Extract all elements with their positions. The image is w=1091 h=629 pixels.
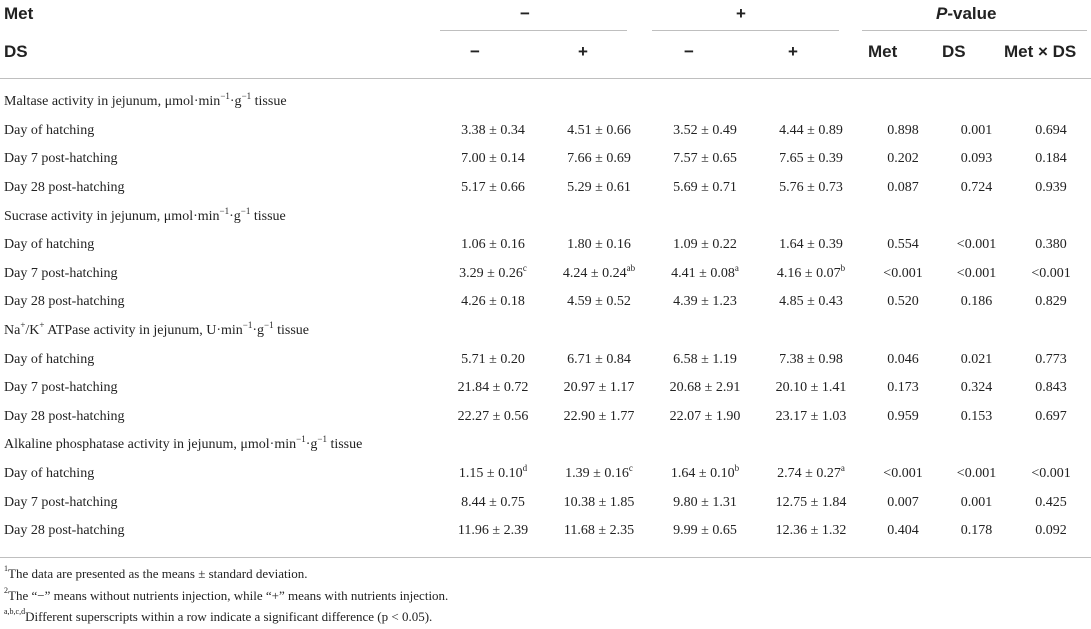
value-text: 22.90 ± 1.77 [563, 408, 635, 424]
value-text: 4.16 ± 0.07 [776, 265, 841, 281]
value-text: 21.84 ± 0.72 [457, 380, 529, 396]
pvalue-cell: 0.697 [1035, 408, 1067, 424]
pvalue-cell: 0.001 [960, 122, 993, 138]
pvalue-cell: 0.843 [1035, 380, 1067, 396]
section-title-superscript: −1 [317, 434, 327, 445]
value-text: 4.24 ± 0.24 [562, 265, 627, 281]
row-label: Day 7 post-hatching [4, 265, 118, 281]
value-text: 1.64 ± 0.10 [670, 466, 735, 482]
significance-superscript: c [522, 262, 527, 273]
value-cell [758, 260, 864, 289]
value-text: 4.26 ± 0.18 [461, 294, 525, 310]
value-text: 3.38 ± 0.34 [461, 122, 525, 138]
pvalue-cell: 0.694 [1035, 122, 1067, 138]
section-title-superscript: −1 [242, 320, 253, 331]
pvalue-cell: 0.829 [1035, 294, 1067, 310]
value-cell [652, 460, 758, 489]
value-cell [440, 260, 546, 289]
pvalue-cell: 0.178 [960, 523, 993, 539]
value-cell [758, 374, 864, 403]
value-text: 3.52 ± 0.49 [673, 122, 737, 138]
pvalue-cell: 0.093 [960, 151, 993, 167]
pvalue-cell: 0.092 [1035, 523, 1067, 539]
value-cell [440, 517, 546, 546]
footnote-1-text: The data are presented as the means ± standard deviation. [8, 566, 308, 581]
value-text: 23.17 ± 1.03 [775, 408, 847, 424]
section-title-superscript: + [20, 320, 26, 331]
table-row [0, 488, 1091, 517]
footnote-3 [4, 609, 432, 625]
value-text: 22.07 ± 1.90 [669, 408, 741, 424]
pvalue-cell: 0.087 [887, 180, 919, 196]
value-text: 9.99 ± 0.65 [673, 523, 737, 539]
row-label: Day 7 post-hatching [4, 151, 118, 167]
row-label: Day of hatching [4, 466, 95, 482]
value-cell [546, 174, 652, 203]
footnote-2-text: The “−” means without nutrients injection, while “+” means with nutrients injection. [8, 588, 449, 603]
row-label: Day 28 post-hatching [4, 523, 125, 539]
pvalue-cell: 0.380 [1035, 237, 1067, 253]
value-text: 7.65 ± 0.39 [779, 151, 843, 167]
value-cell [440, 145, 546, 174]
table-row [0, 403, 1091, 432]
value-text: 11.68 ± 2.35 [563, 523, 635, 539]
section-title-text: ·g [305, 437, 318, 453]
value-cell [546, 231, 652, 260]
value-cell [652, 345, 758, 374]
table-row [0, 460, 1091, 489]
pvalue-header [936, 4, 996, 24]
value-cell [758, 145, 864, 174]
pvalue-cell: <0.001 [956, 466, 997, 482]
row-label: Day 28 post-hatching [4, 294, 125, 310]
value-text: 3.29 ± 0.26 [459, 265, 523, 281]
value-text: 4.41 ± 0.08 [671, 265, 735, 281]
value-text: 11.96 ± 2.39 [457, 523, 529, 539]
value-text: 20.68 ± 2.91 [669, 380, 741, 396]
pvalue-cell: <0.001 [1031, 466, 1071, 482]
table-row [0, 517, 1091, 546]
section-title-text: ATPase activity in jejunum, U·min [44, 323, 243, 339]
value-cell [440, 403, 546, 432]
value-text: 1.09 ± 0.22 [673, 237, 737, 253]
pvalue-cell: 0.173 [887, 380, 919, 396]
section-title-superscript: −1 [241, 91, 252, 102]
value-cell [652, 288, 758, 317]
significance-superscript: d [522, 463, 528, 474]
value-cell [440, 460, 546, 489]
value-cell [652, 260, 758, 289]
pvalue-cell: <0.001 [956, 265, 997, 281]
section-title-superscript: −1 [240, 205, 251, 216]
value-cell [652, 517, 758, 546]
value-cell [758, 488, 864, 517]
value-cell [440, 488, 546, 517]
table-row [0, 117, 1091, 146]
table-row [0, 231, 1091, 260]
row-label: Day 28 post-hatching [4, 180, 125, 196]
pvalue-p: P [936, 4, 948, 23]
significance-superscript: c [628, 463, 633, 474]
significance-superscript: a [840, 463, 845, 474]
value-text: 6.71 ± 0.84 [567, 351, 631, 367]
value-text: 5.17 ± 0.66 [461, 180, 525, 196]
pvalue-cell: 0.724 [960, 180, 993, 196]
value-text: 1.64 ± 0.39 [779, 237, 843, 253]
pvalue-cell: 0.186 [960, 294, 993, 310]
value-cell [546, 260, 652, 289]
section-title-superscript: −1 [264, 320, 274, 331]
row-label: Day of hatching [4, 237, 95, 253]
pvalue-cell: 0.021 [960, 351, 993, 367]
value-text: 4.59 ± 0.52 [567, 294, 631, 310]
pvalue-cell: 0.001 [960, 494, 993, 510]
pvalue-rule [862, 30, 1087, 31]
pvalue-cell: <0.001 [1031, 265, 1071, 281]
footnote-3-mark: a,b,c,d [4, 607, 26, 616]
met-plus-header: + [736, 4, 746, 23]
section-title-text: Na [4, 323, 21, 339]
value-cell [758, 117, 864, 146]
value-cell [546, 374, 652, 403]
section-title-text: ·g [252, 323, 265, 339]
pvalue-cell: 0.425 [1035, 494, 1067, 510]
section-title-text: tissue [273, 323, 310, 339]
pvalue-cell: 0.184 [1035, 151, 1067, 167]
value-text: 4.39 ± 1.23 [673, 294, 737, 310]
section-title-text: ·g [229, 208, 241, 224]
section-title-text: ·g [229, 94, 242, 110]
value-text: 6.58 ± 1.19 [673, 351, 737, 367]
value-cell [546, 488, 652, 517]
section-title-text: tissue [251, 94, 287, 110]
value-text: 12.36 ± 1.32 [775, 523, 847, 539]
value-text: 4.85 ± 0.43 [779, 294, 843, 310]
section-title-superscript: + [39, 320, 45, 331]
table-row [0, 174, 1091, 203]
table-row [0, 374, 1091, 403]
value-text: 7.66 ± 0.69 [567, 151, 631, 167]
section-title-text: Maltase activity in jejunum, μmol·min [4, 94, 221, 110]
significance-superscript: b [734, 463, 740, 474]
pvalue-rest: -value [947, 4, 997, 23]
section-title [0, 317, 1091, 346]
value-cell [546, 345, 652, 374]
value-cell [440, 117, 546, 146]
value-cell [546, 117, 652, 146]
pvalue-cell: <0.001 [883, 265, 923, 281]
pvalue-cell: 0.939 [1035, 180, 1067, 196]
pvalue-cell: 0.520 [887, 294, 919, 310]
value-text: 20.97 ± 1.17 [563, 380, 635, 396]
pvalue-cell: 0.202 [887, 151, 919, 167]
pvalue-cell: 0.898 [887, 122, 919, 138]
section-title-text: tissue [326, 437, 363, 453]
pvalue-cell: 0.554 [887, 237, 919, 253]
value-cell [758, 517, 864, 546]
ds-plus-col2: + [578, 42, 588, 61]
section-title-text: tissue [250, 208, 286, 224]
row-label: Day of hatching [4, 351, 95, 367]
ds-minus-col1: − [470, 42, 480, 61]
section-title [0, 431, 1091, 460]
pvalue-met-col: Met [868, 42, 898, 61]
table-bottom-rule [0, 557, 1091, 558]
value-text: 1.39 ± 0.16 [565, 466, 629, 482]
met-minus-header: − [520, 4, 530, 23]
value-cell [440, 174, 546, 203]
pvalue-cell: 0.959 [887, 408, 919, 424]
enzyme-activity-table [0, 88, 1091, 546]
value-cell [546, 403, 652, 432]
value-cell [758, 231, 864, 260]
value-text: 1.80 ± 0.16 [567, 237, 631, 253]
value-text: 12.75 ± 1.84 [775, 494, 847, 510]
value-text: 5.76 ± 0.73 [779, 180, 843, 196]
value-text: 1.06 ± 0.16 [461, 237, 525, 253]
section-header-row [0, 202, 1091, 231]
ds-header-label: DS [4, 42, 28, 61]
value-text: 20.10 ± 1.41 [775, 380, 847, 396]
header-bottom-rule [0, 78, 1091, 79]
value-cell [758, 460, 864, 489]
section-header-row [0, 317, 1091, 346]
pvalue-cell: 0.046 [887, 351, 919, 367]
value-text: 10.38 ± 1.85 [563, 494, 635, 510]
row-label: Day 7 post-hatching [4, 494, 118, 510]
row-label: Day 7 post-hatching [4, 380, 118, 396]
value-cell [440, 345, 546, 374]
section-title [0, 202, 1091, 231]
value-cell [652, 403, 758, 432]
table-row [0, 260, 1091, 289]
significance-superscript: ab [626, 262, 636, 273]
value-cell [758, 288, 864, 317]
pvalue-cell: 0.007 [887, 494, 919, 510]
value-text: 9.80 ± 1.31 [673, 494, 737, 510]
row-label: Day 28 post-hatching [4, 408, 125, 424]
value-cell [758, 345, 864, 374]
value-text: 7.38 ± 0.98 [779, 351, 843, 367]
value-cell [758, 174, 864, 203]
pvalue-ds-col: DS [942, 42, 966, 61]
value-cell [652, 488, 758, 517]
footnote-2-mark: 2 [4, 586, 8, 595]
table-row [0, 145, 1091, 174]
value-cell [652, 145, 758, 174]
section-header-row [0, 88, 1091, 117]
ds-plus-col4: + [788, 42, 798, 61]
section-title [0, 88, 1091, 117]
value-text: 4.44 ± 0.89 [779, 122, 843, 138]
value-cell [652, 231, 758, 260]
table-row [0, 345, 1091, 374]
met-header-label: Met [4, 4, 34, 23]
table-row [0, 288, 1091, 317]
section-title-text: Alkaline phosphatase activity in jejunum, μmol·min [4, 437, 297, 453]
pvalue-cell: <0.001 [883, 466, 923, 482]
section-title-superscript: −1 [219, 205, 230, 216]
value-cell [546, 288, 652, 317]
value-text: 22.27 ± 0.56 [457, 408, 529, 424]
pvalue-cell: 0.153 [960, 408, 993, 424]
value-cell [652, 117, 758, 146]
value-cell [440, 288, 546, 317]
section-title-superscript: −1 [296, 434, 306, 445]
section-title-text: Sucrase activity in jejunum, μmol·min [4, 208, 220, 224]
met-plus-rule [652, 30, 839, 31]
value-cell [546, 145, 652, 174]
value-cell [546, 460, 652, 489]
section-header-row [0, 431, 1091, 460]
footnote-3-text: Different superscripts within a row indicate a significant difference (p < 0.05). [25, 609, 433, 624]
value-text: 7.57 ± 0.65 [673, 151, 737, 167]
significance-superscript: b [840, 262, 846, 273]
footnote-2 [4, 588, 448, 604]
value-text: 7.00 ± 0.14 [461, 151, 525, 167]
significance-superscript: a [734, 262, 739, 273]
value-cell [546, 517, 652, 546]
value-text: 4.51 ± 0.66 [567, 122, 631, 138]
ds-minus-col3: − [684, 42, 694, 61]
value-text: 2.74 ± 0.27 [777, 466, 841, 482]
value-text: 5.69 ± 0.71 [673, 180, 737, 196]
row-label: Day of hatching [4, 122, 95, 138]
value-cell [652, 174, 758, 203]
met-minus-rule [440, 30, 627, 31]
value-cell [652, 374, 758, 403]
section-title-text: /K [25, 323, 40, 339]
pvalue-cell: <0.001 [956, 237, 997, 253]
value-text: 8.44 ± 0.75 [461, 494, 525, 510]
section-title-superscript: −1 [220, 91, 230, 102]
value-cell [440, 231, 546, 260]
pvalue-interaction-col: Met × DS [1004, 42, 1077, 61]
pvalue-cell: 0.404 [887, 523, 919, 539]
value-cell [758, 403, 864, 432]
footnote-1 [4, 566, 308, 582]
value-text: 1.15 ± 0.10 [458, 466, 523, 482]
footnote-1-mark: 1 [4, 564, 8, 573]
value-text: 5.29 ± 0.61 [567, 180, 631, 196]
value-text: 5.71 ± 0.20 [461, 351, 525, 367]
pvalue-cell: 0.773 [1035, 351, 1067, 367]
value-cell [440, 374, 546, 403]
pvalue-cell: 0.324 [960, 380, 993, 396]
